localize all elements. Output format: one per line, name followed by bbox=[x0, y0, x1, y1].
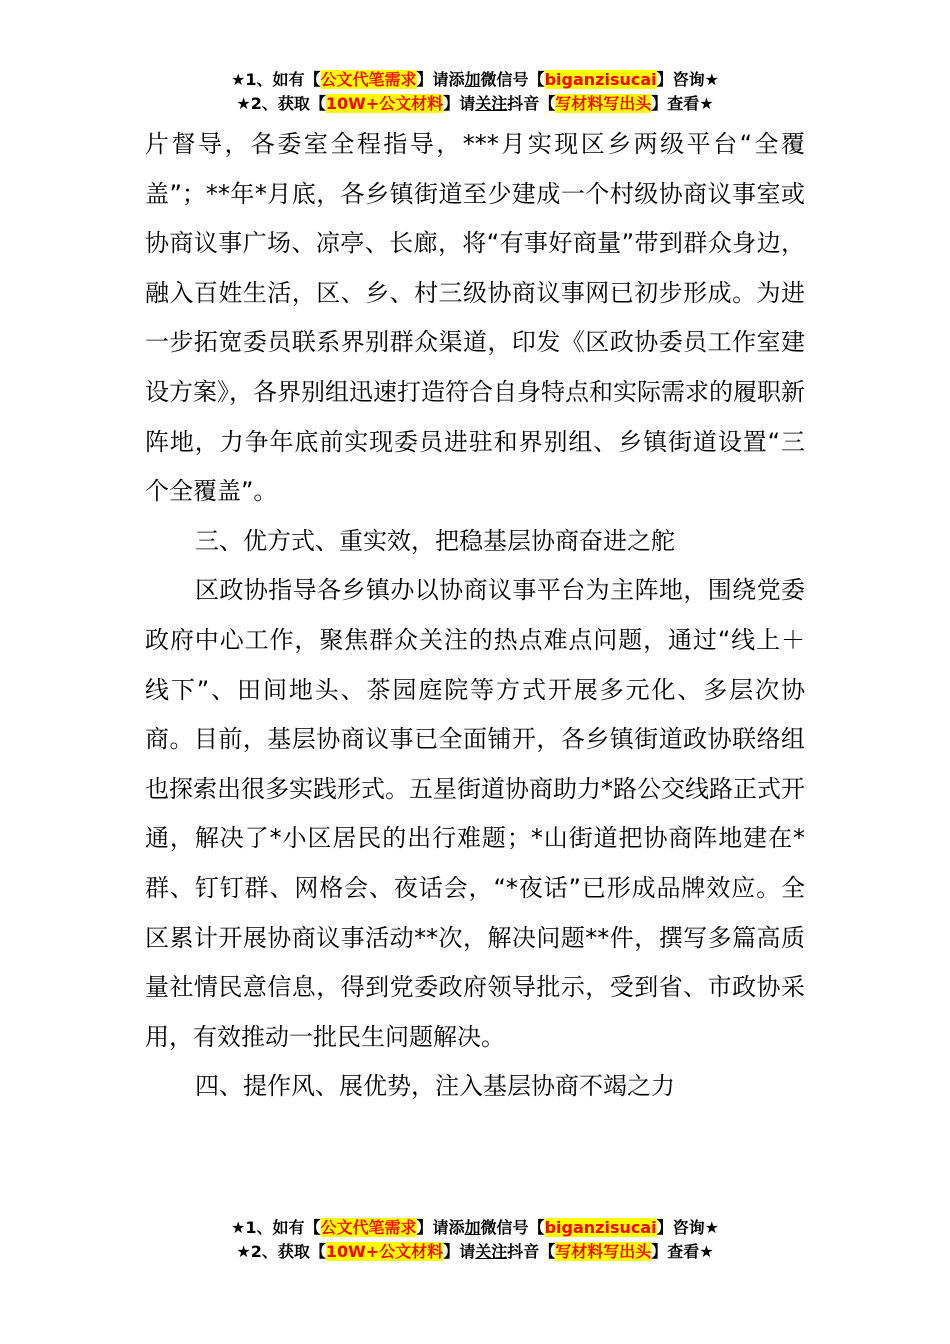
banner-text: 】请添 bbox=[416, 1218, 465, 1237]
banner-text-underlined: 关注 bbox=[475, 1242, 508, 1261]
header-banner bbox=[0, 68, 950, 116]
paragraph-1: 片督导，各委室全程指导，***月实现区乡两级平台“全覆盖”；**年*月底，各乡镇街道至少建成一个村级协商议事室或协商议事广场、凉亭、长廊，将“有事好商量”带到群众身边，融入百姓生活，区、乡、村三级协商议事网已初步形成。为进一步拓宽委员联系界别群众渠道，印发《区政协委员工作室建设方案》，各界别组迅速打造符合自身特点和实际需求的履职新阵地，力争年底前实现委员进驻和界别组、乡镇街道设置“三个全覆盖”。 bbox=[145, 130, 805, 506]
banner-text: ★1、如有【 bbox=[231, 1218, 321, 1237]
banner-text: 】请 bbox=[443, 94, 476, 113]
banner-text: 抖音【 bbox=[507, 94, 556, 113]
banner-text: 】请 bbox=[443, 1242, 476, 1261]
paragraph-2: 区政协指导各乡镇办以协商议事平台为主阵地，围绕党委政府中心工作，聚焦群众关注的热点难点问题，通过“线上＋线下”、田间地头、茶园庭院等方式开展多元化、多层次协商。目前，基层协商议事已全面铺开，各乡镇街道政协联络组也探索出很多实践形式。五星街道协商助力*路公交线路正式开通，解决了*小区居民的出行难题；*山街道把协商阵地建在*群、钉钉群、网格会、夜话会，“*夜话”已形成品牌效应。全区累计开展协商议事活动**次，解决问题**件，撰写多篇高质量社情民意信息，得到党委政府领导批示，受到省、市政协采用，有效推动一批民生问题解决。 bbox=[145, 576, 805, 1051]
banner-text: ★2、获取【 bbox=[236, 94, 326, 113]
banner-text-underlined: 加 bbox=[464, 1218, 481, 1237]
banner-text: 微信号【 bbox=[480, 70, 545, 89]
highlight-wechat-id: biganzisucai bbox=[544, 70, 657, 89]
highlight-service: 公文代笔需求 bbox=[320, 1218, 417, 1237]
highlight-wechat-id: biganzisucai bbox=[544, 1218, 657, 1237]
banner-text: 】请添 bbox=[416, 70, 465, 89]
banner-line-2 bbox=[0, 92, 950, 116]
document-body bbox=[145, 120, 805, 1112]
banner-line-1 bbox=[0, 68, 950, 92]
highlight-douyin: 写材料写出头 bbox=[555, 94, 652, 113]
banner-line-2 bbox=[0, 1240, 950, 1264]
banner-text: 微信号【 bbox=[480, 1218, 545, 1237]
section-heading-3: 三、优方式、重实效，把稳基层协商奋进之舵 bbox=[195, 526, 675, 555]
banner-text-underlined: 关注 bbox=[475, 94, 508, 113]
banner-text: 】咨询★ bbox=[656, 70, 719, 89]
highlight-douyin: 写材料写出头 bbox=[555, 1242, 652, 1261]
banner-text-underlined: 加 bbox=[464, 70, 481, 89]
highlight-materials: 10W+公文材料 bbox=[325, 1242, 444, 1261]
banner-text: ★1、如有【 bbox=[231, 70, 321, 89]
banner-line-1 bbox=[0, 1216, 950, 1240]
banner-text: 】查看★ bbox=[651, 94, 714, 113]
highlight-materials: 10W+公文材料 bbox=[325, 94, 444, 113]
highlight-service: 公文代笔需求 bbox=[320, 70, 417, 89]
banner-text: 抖音【 bbox=[507, 1242, 556, 1261]
section-heading-4: 四、提作风、展优势，注入基层协商不竭之力 bbox=[195, 1072, 675, 1101]
footer-banner bbox=[0, 1216, 950, 1264]
banner-text: ★2、获取【 bbox=[236, 1242, 326, 1261]
banner-text: 】查看★ bbox=[651, 1242, 714, 1261]
banner-text: 】咨询★ bbox=[656, 1218, 719, 1237]
